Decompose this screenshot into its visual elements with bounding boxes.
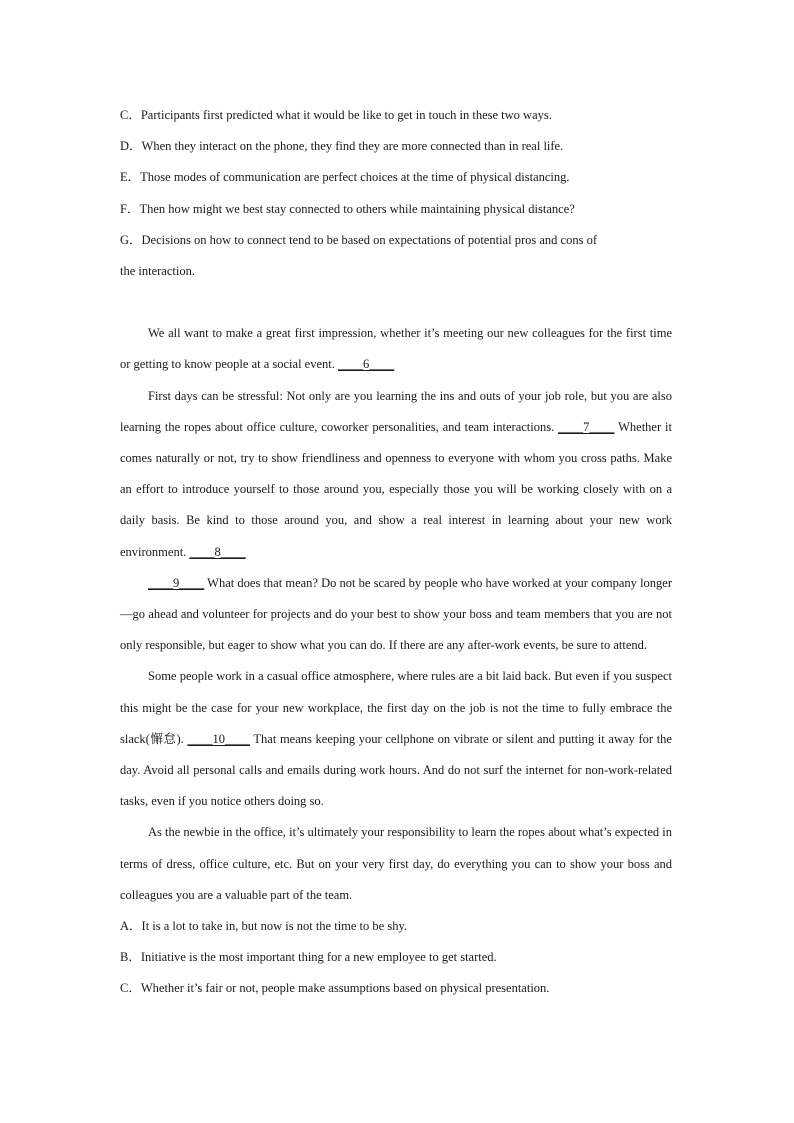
option-text: It is a lot to take in, but now is not the time to be shy. [141,918,408,933]
option-e [120,162,672,193]
document-page [120,100,672,1005]
option-letter: C． [120,981,141,996]
option-c [120,100,672,131]
passage-paragraph-4 [120,661,672,817]
passage [120,318,672,911]
section-gap [120,287,672,318]
passage-paragraph-3 [120,568,672,662]
option-text: Initiative is the most important thing for a new employee to get started. [140,950,497,965]
option-letter: C． [120,108,141,122]
passage-paragraph-2 [120,381,672,568]
option-d [120,131,672,162]
option-text: Those modes of communication are perfect choices at the time of physical distancing. [140,170,570,185]
option-letter: E． [120,170,141,185]
option-a [120,911,672,942]
paragraph-text: Some people work in a casual office atmosphere, where rules are a bit laid back. But even if you suspect this might be the case for your new workplace, the first day on the job is not the time to fully embrace the slack(懈怠). [120,669,672,746]
option-g [120,225,672,256]
paragraph-text: We all want to make a great first impression, whether it’s meeting our new colleagues for the first time or getting to know people at a social event. [120,326,672,372]
paragraph-text: That means keeping your cellphone on vibrate or silent and putting it away for the day. Avoid all personal calls and emails during work hours. And do not surf the internet for non-work-related tasks, even if you notice others doing so. [120,731,672,809]
option-c-2 [120,973,672,1004]
passage-paragraph-5: As the newbie in the office, it’s ultimately your responsibility to learn the ropes about what’s expected in terms of dress, office culture, etc. But on your very first day, do everything you can to show your boss and colleagues you are a valuable part of the team. [120,825,672,902]
paragraph-text: First days can be stressful: Not only are you learning the ins and outs of your job role, but you are also learning the ropes about office culture, coworker personalities, and team interactions. [120,388,672,434]
options-list-part2 [120,911,672,1005]
option-text: Participants first predicted what it would be like to get in touch in these two ways. [140,108,552,122]
option-letter: F． [120,201,140,216]
option-letter: B． [120,950,141,965]
option-letter: A． [120,918,142,933]
option-g-continuation: the interaction. [120,263,195,278]
option-letter: G． [120,232,142,247]
blank-7: ____7____ [558,419,615,434]
option-text: Decisions on how to connect tend to be based on expectations of potential pros and cons of [141,232,597,247]
option-text: When they interact on the phone, they find they are more connected than in real life. [141,139,564,154]
blank-8: ____8____ [189,544,246,559]
option-letter: D． [120,139,142,154]
option-text: Then how might we best stay connected to others while maintaining physical distance? [139,201,575,216]
option-b [120,942,672,973]
option-f [120,194,672,225]
paragraph-text: What does that mean? Do not be scared by people who have worked at your company longer—go ahead and volunteer for projects and do your best to show your boss and team members that you are not only responsible, but eager to show what you can do. If there are any after-work events, be sure to attend. [120,575,672,653]
passage-paragraph-1 [120,318,672,380]
option-text: Whether it’s fair or not, people make assumptions based on physical presentation. [140,981,550,996]
paragraph-text: Whether it comes naturally or not, try to show friendliness and openness to everyone with whom you cross paths. Make an effort to introduce yourself to those around you, especially those you will be working closely with on a daily basis. Be kind to those around you, and show a real interest in learning about your new work environment. [120,419,673,559]
blank-9: ____9____ [148,575,205,590]
blank-6: ____6____ [338,357,395,372]
options-list-part1 [120,100,672,287]
blank-10: ____10____ [187,731,250,746]
